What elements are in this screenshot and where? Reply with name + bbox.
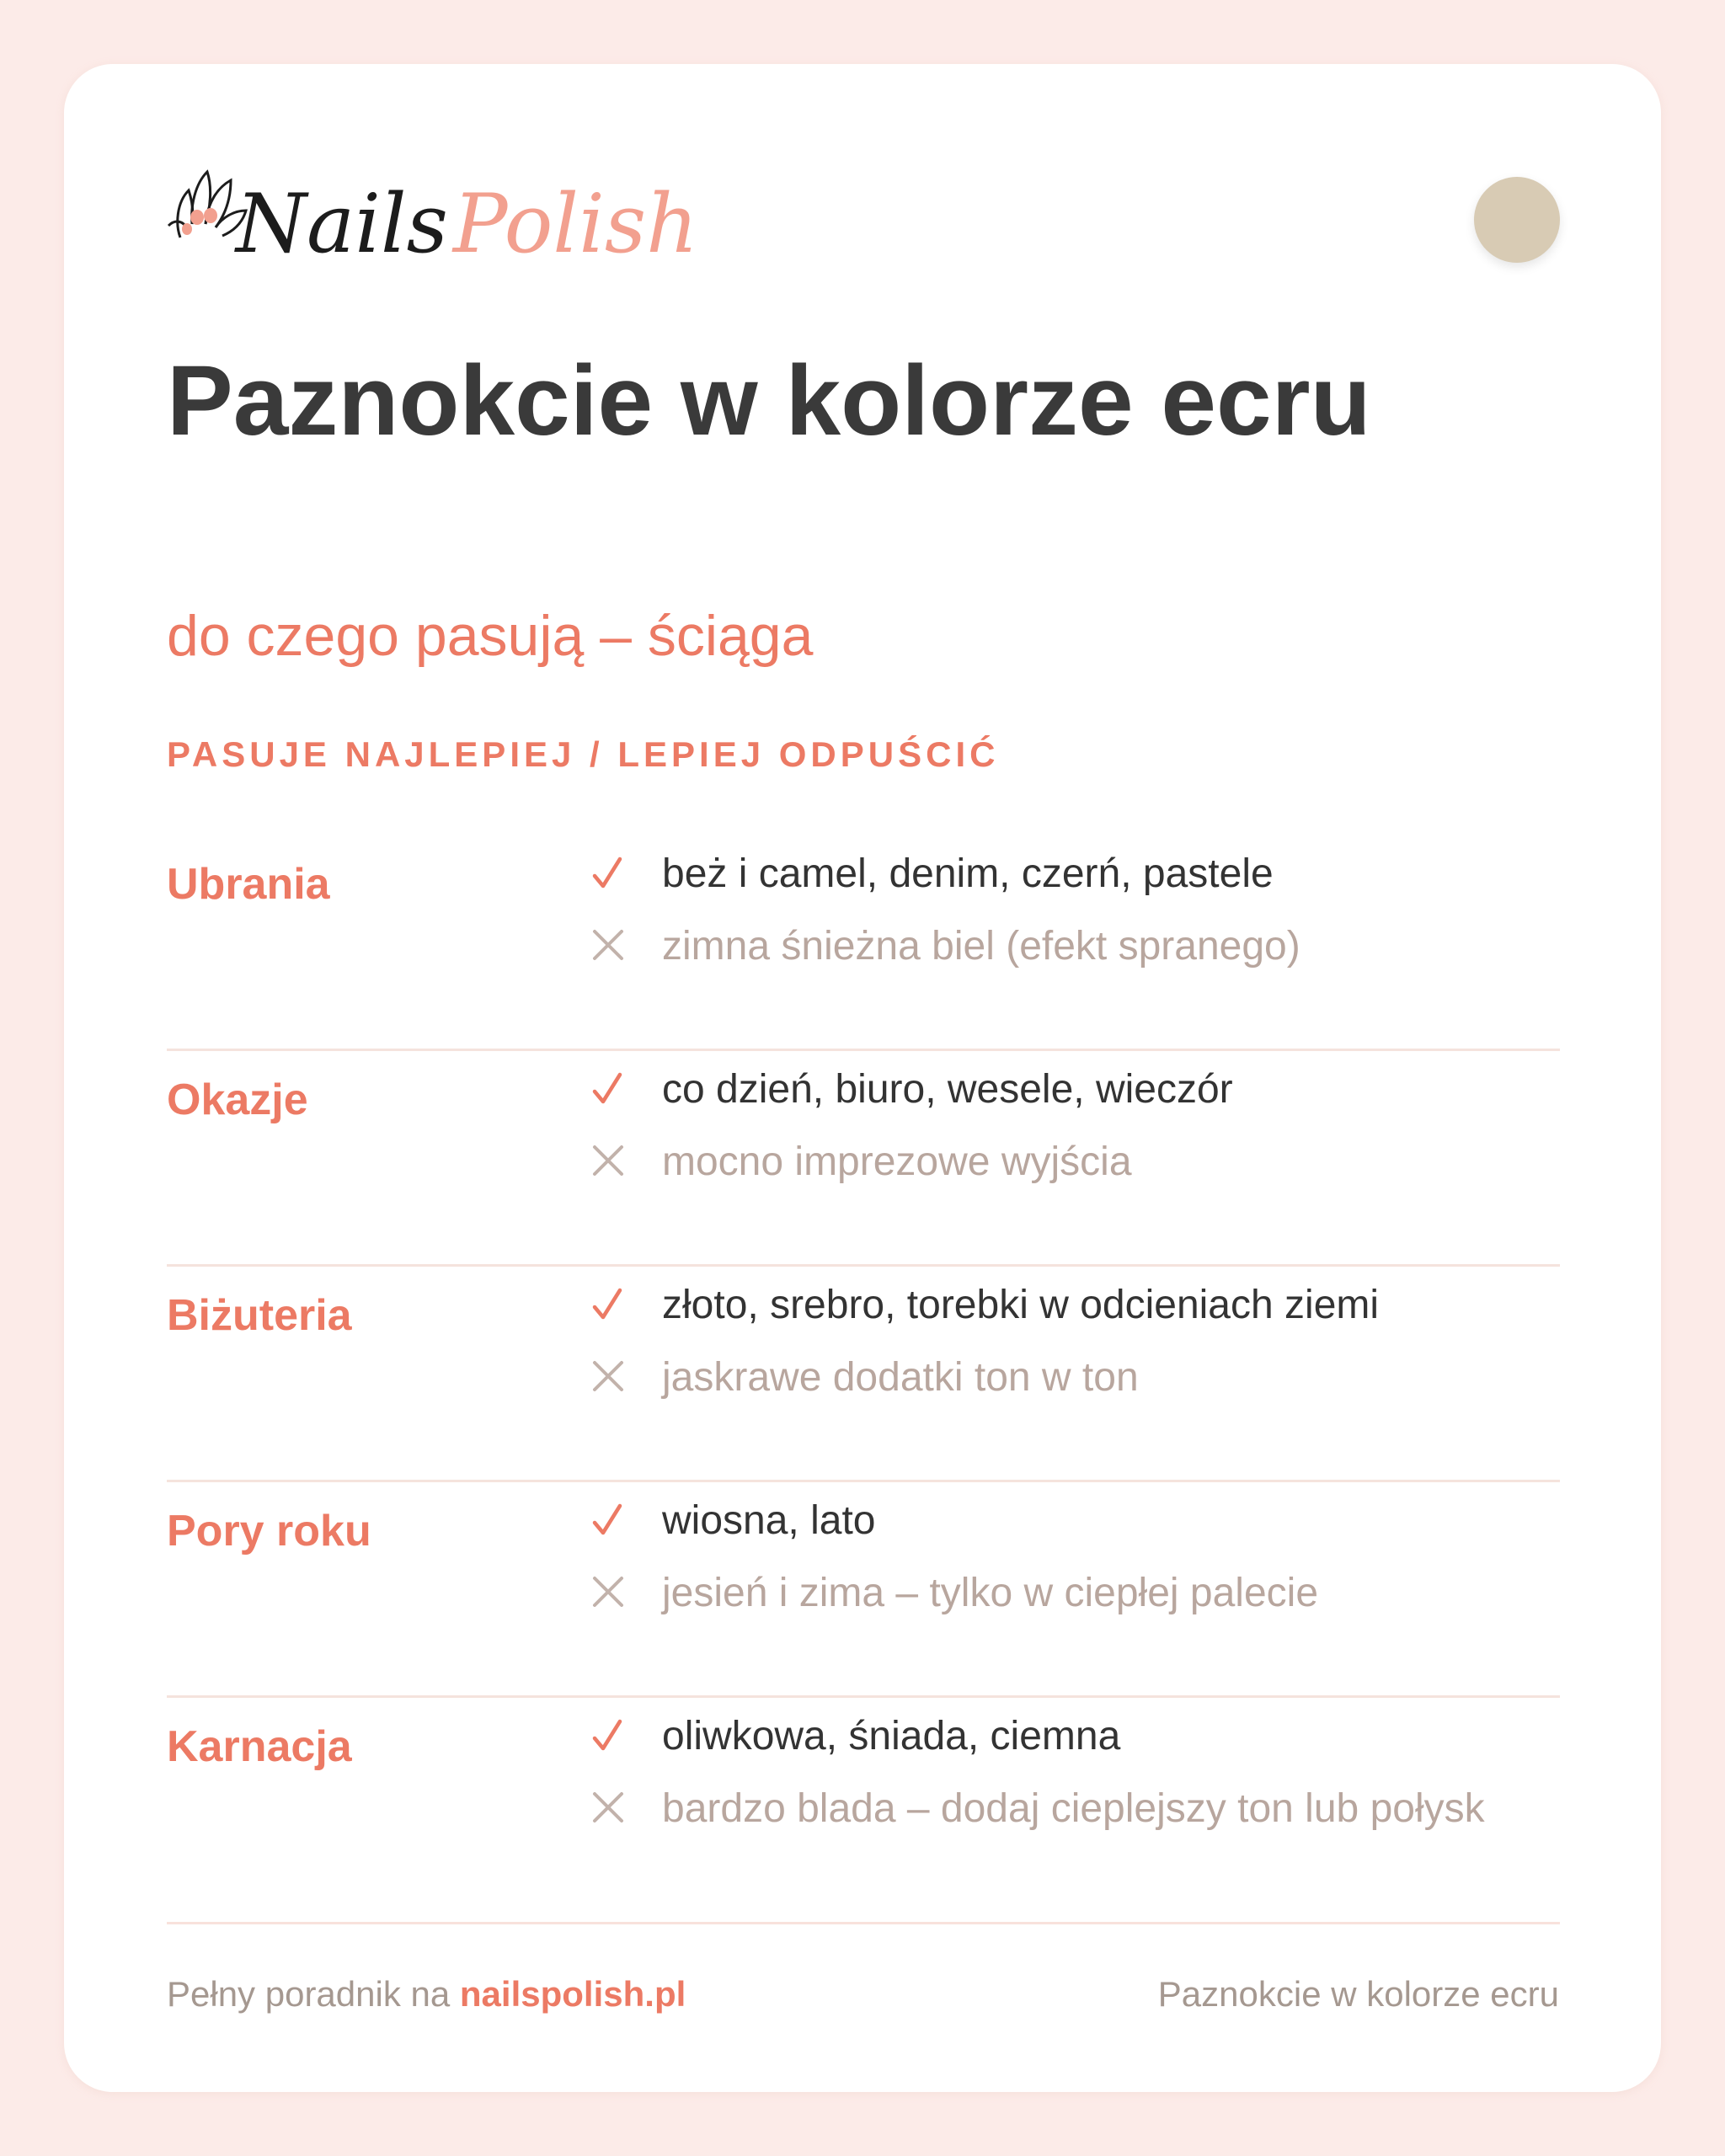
list-item	[167, 1482, 1560, 1698]
check-icon	[588, 1065, 630, 1115]
cross-icon	[588, 921, 630, 972]
recommended-text: co dzień, biuro, wesele, wieczór	[662, 1067, 1233, 1112]
row-category: Karnacja	[167, 1722, 352, 1771]
check-icon	[588, 849, 630, 899]
row-category: Okazje	[167, 1075, 308, 1124]
recommended-text: złoto, srebro, torebki w odcieniach ziemi	[662, 1283, 1380, 1327]
cross-icon	[588, 1784, 630, 1834]
check-icon	[588, 1496, 630, 1546]
footer-site-link[interactable]: nailspolish.pl	[459, 1974, 686, 2014]
recommended-text: oliwkowa, śniada, ciemna	[662, 1714, 1121, 1758]
list-item	[167, 1267, 1560, 1482]
list-item	[167, 835, 1560, 1051]
row-category: Biżuteria	[167, 1291, 352, 1340]
check-icon	[588, 1280, 630, 1331]
avoid-text: jesień i zima – tylko w ciepłej palecie	[662, 1571, 1319, 1615]
cross-icon	[588, 1137, 630, 1187]
list-item	[167, 1698, 1560, 1913]
footer-prefix: Pełny poradnik na	[167, 1974, 451, 2014]
avoid-text: zimna śnieżna biel (efekt spranego)	[662, 924, 1300, 969]
recommendation-list	[167, 835, 1560, 1913]
cross-icon	[588, 1353, 630, 1403]
avoid-text: jaskrawe dodatki ton w ton	[662, 1355, 1139, 1400]
cross-icon	[588, 1568, 630, 1619]
brand-wordmark	[236, 165, 698, 283]
color-swatch	[1474, 177, 1560, 263]
page-subtitle: do czego pasują – ściąga	[167, 604, 814, 668]
list-item	[167, 1051, 1560, 1267]
section-label: PASUJE NAJLEPIEJ / LEPIEJ ODPUŚCIĆ	[167, 734, 1000, 774]
recommended-text: beż i camel, denim, czerń, pastele	[662, 851, 1274, 896]
brand-name-part1: Nails	[236, 177, 448, 271]
footer-article-title: Paznokcie w kolorze ecru	[1157, 1974, 1559, 2014]
avoid-text: bardzo blada – dodaj cieplejszy ton lub połysk	[662, 1786, 1485, 1831]
check-icon	[588, 1711, 630, 1762]
recommended-text: wiosna, lato	[662, 1498, 876, 1543]
avoid-text: mocno imprezowe wyjścia	[662, 1139, 1132, 1184]
page-title: Paznokcie w kolorze ecru	[167, 345, 1371, 456]
brand-name-part2: Polish	[452, 177, 698, 271]
footer-divider	[167, 1922, 1560, 1924]
row-category: Ubrania	[167, 860, 330, 909]
row-category: Pory roku	[167, 1507, 371, 1556]
hand-logo-icon	[163, 165, 248, 258]
footer-source	[167, 1971, 686, 2018]
brand-logo[interactable]	[163, 165, 698, 283]
